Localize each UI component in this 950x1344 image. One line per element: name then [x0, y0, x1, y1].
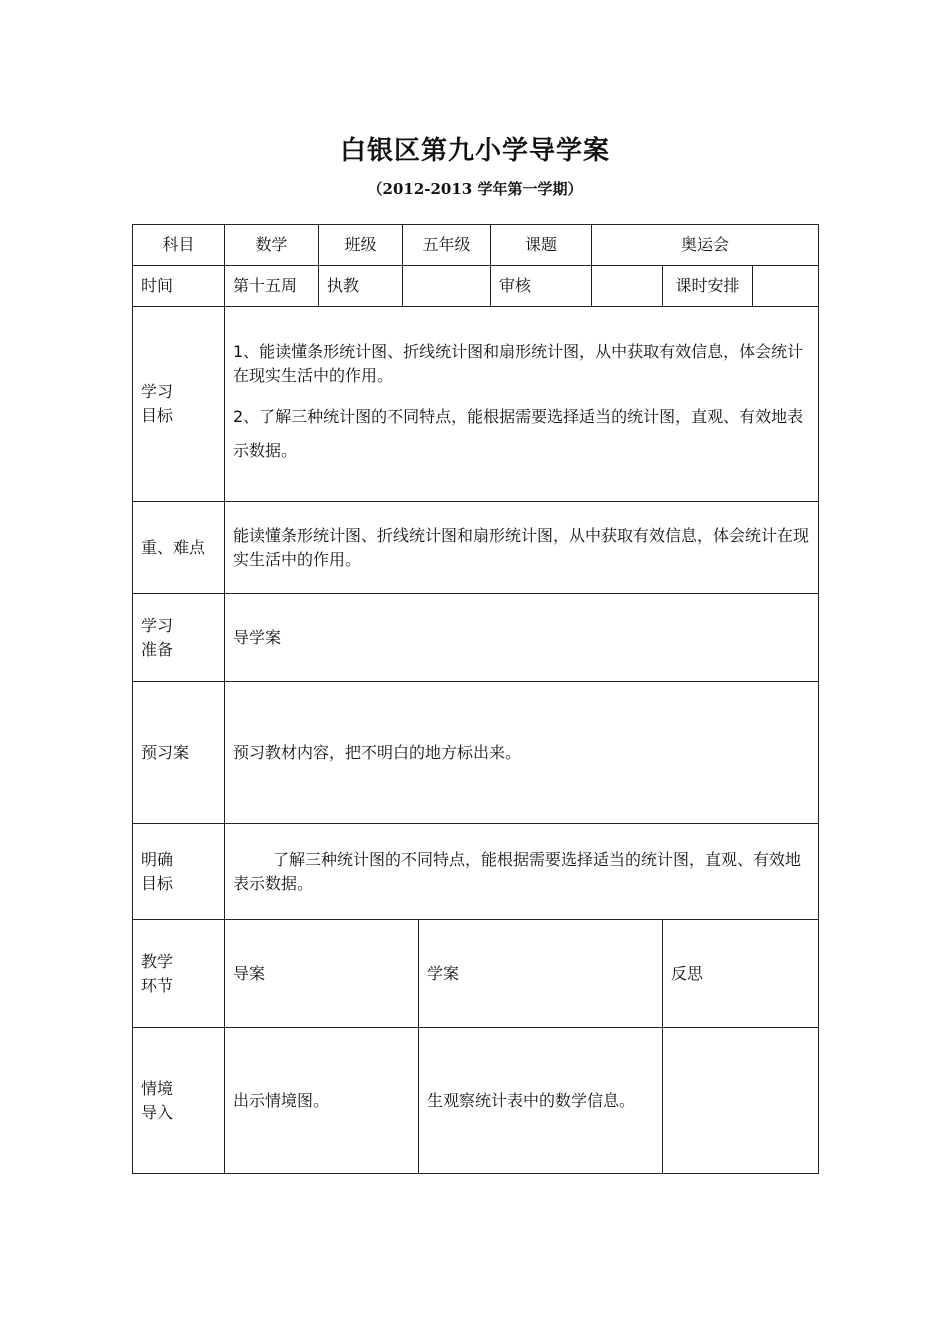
situation-study: 生观察统计表中的数学信息。 — [419, 1028, 663, 1174]
row-teaching-header — [133, 920, 819, 1028]
page-subtitle: （2012-2013 学年第一学期） — [367, 180, 583, 198]
teaching-stage-label: 教学 环节 — [133, 920, 225, 1028]
guide-header: 导案 — [225, 920, 419, 1028]
preview-text: 预习教材内容，把不明白的地方标出来。 — [225, 682, 819, 824]
goals-label: 学习 目标 — [133, 307, 225, 502]
topic-label: 课题 — [491, 225, 592, 266]
row-preview — [133, 682, 819, 824]
key-points-text: 能读懂条形统计图、折线统计图和扇形统计图，从中获取有效信息，体会统计在现实生活中的作用。 — [225, 502, 819, 594]
preparation-text: 导学案 — [225, 594, 819, 682]
goals-item-2: 2、了解三种统计图的不同特点，能根据需要选择适当的统计图，直观、有效地表示数据。 — [233, 407, 804, 460]
preparation-label: 学习 准备 — [133, 594, 225, 682]
class-value: 五年级 — [403, 225, 491, 266]
subject-label: 科目 — [133, 225, 225, 266]
page-title: 白银区第九小学导学案 — [339, 136, 610, 166]
situation-guide: 出示情境图。 — [225, 1028, 419, 1174]
goals-content — [225, 307, 819, 502]
preview-label: 预习案 — [133, 682, 225, 824]
row-goals — [133, 307, 819, 502]
situation-reflect — [663, 1028, 819, 1174]
schedule-value — [753, 266, 819, 307]
clear-goals-text: 了解三种统计图的不同特点，能根据需要选择适当的统计图，直观、有效地表示数据。 — [225, 824, 819, 920]
row-preparation — [133, 594, 819, 682]
situation-label: 情境 导入 — [133, 1028, 225, 1174]
row-situation — [133, 1028, 819, 1174]
teacher-label: 执教 — [319, 266, 403, 307]
goals-item-1: 1、能读懂条形统计图、折线统计图和扇形统计图，从中获取有效信息，体会统计在现实生活中的作用。 — [233, 342, 804, 385]
reflect-header: 反思 — [663, 920, 819, 1028]
row-clear-goals — [133, 824, 819, 920]
study-header: 学案 — [419, 920, 663, 1028]
row-key-points — [133, 502, 819, 594]
time-label: 时间 — [133, 266, 225, 307]
subject-value: 数学 — [225, 225, 319, 266]
key-points-label: 重、难点 — [133, 502, 225, 594]
teacher-value — [403, 266, 491, 307]
schedule-label: 课时安排 — [663, 266, 753, 307]
row-subject — [133, 225, 819, 266]
clear-goals-label: 明确 目标 — [133, 824, 225, 920]
class-label: 班级 — [319, 225, 403, 266]
topic-value: 奥运会 — [592, 225, 819, 266]
time-value: 第十五周 — [225, 266, 319, 307]
review-value — [592, 266, 663, 307]
row-time — [133, 266, 819, 307]
lesson-plan-table — [132, 224, 819, 1174]
review-label: 审核 — [491, 266, 592, 307]
